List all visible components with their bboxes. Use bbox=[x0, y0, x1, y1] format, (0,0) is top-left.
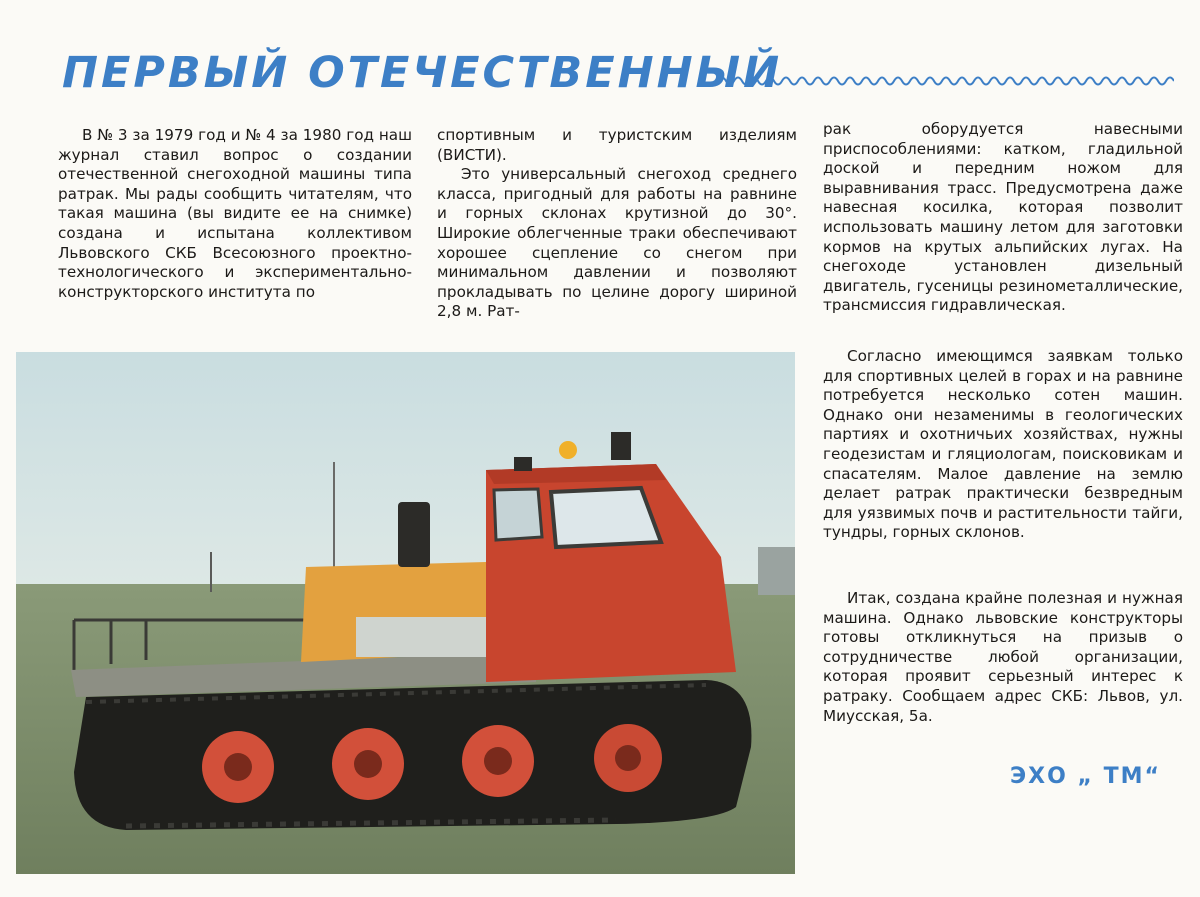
text-column-2 bbox=[437, 126, 797, 322]
paragraph: Итак, создана крайне полезная и нужная машина. Однако львовские конструкторы готовы откликнуться на призыв о сотрудничестве любой организации, которая проявит серьезный интерес к ратраку. Сообщаем адрес СКБ: Львов, ул. Миусская, 5а. bbox=[823, 589, 1183, 725]
signature: ЭХО „ ТМ“ bbox=[1010, 764, 1161, 789]
text-column-3-part-3 bbox=[823, 589, 1183, 726]
article-title: ПЕРВЫЙ ОТЕЧЕСТВЕННЫЙ bbox=[62, 48, 783, 98]
snowcat-photo bbox=[16, 352, 795, 874]
text-column-3-part-2 bbox=[823, 347, 1183, 543]
paragraph: Согласно имеющимся заявкам только для спортивных целей в горах и на равнине потребуется несколько сотен машин. Однако они незаменимы в геологических партиях и охотничьих хозяйствах, нужны геодезистам и гляциологам, поисковикам и спасателям. Малое давление на землю делает ратрак практически безвредным для уязвимых почв и растительности тайги, тундры, горных склонов. bbox=[823, 347, 1183, 542]
text-column-1 bbox=[58, 126, 412, 302]
text-column-3 bbox=[823, 120, 1183, 316]
paragraph: рак оборудуется навесными приспособлениями: катком, гладильной доской и передним ножом для выравнивания трасс. Предусмотрена даже навесная косилка, которая позволит использовать машину летом для заготовки кормов на крутых альпийских лугах. На снегоходе установлен дизельный двигатель, гусеницы резинометаллические, трансмиссия гидравлическая. bbox=[823, 120, 1183, 315]
paragraph: спортивным и туристским изделиям (ВИСТИ). bbox=[437, 126, 797, 164]
paragraph: В № 3 за 1979 год и № 4 за 1980 год наш журнал ставил вопрос о создании отечественной снегоходной машины типа ратрак. Мы рады сообщить читателям, что такая машина (вы видите ее на снимке) создана и испытана коллективом Львовского СКБ Всесоюзного проектно-технологического и экспериментально-конструкторского института по bbox=[58, 126, 412, 301]
decorative-wavy-line bbox=[718, 70, 1174, 92]
paragraph: Это универсальный снегоход среднего класса, пригодный для работы на равнине и горных склонах крутизной до 30°. Широкие облегченные траки обеспечивают хорошее сцепление со снегом при минимальном давлении и позволяют прокладывать по целине дорогу шириной 2,8 м. Рат- bbox=[437, 165, 797, 321]
